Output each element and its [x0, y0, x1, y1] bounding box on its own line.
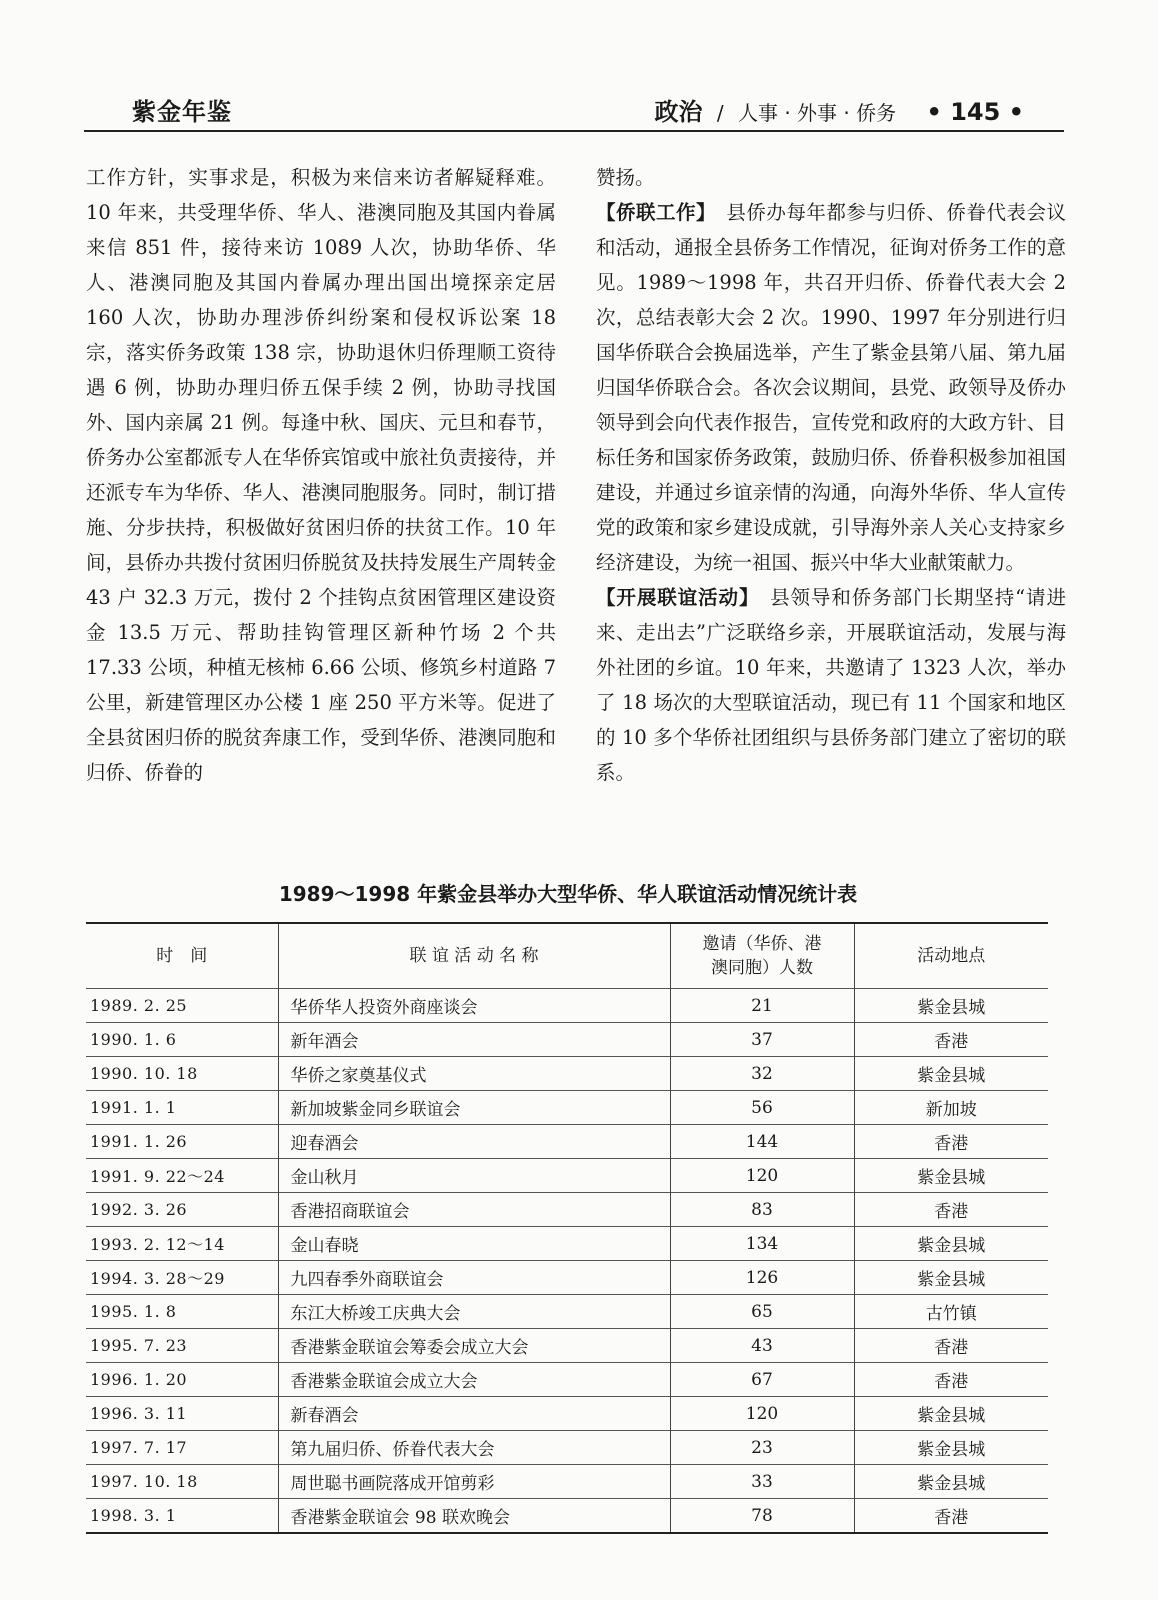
page-number: • 145 •	[926, 98, 1024, 126]
subsection-title: 人事 · 外事 · 侨务	[737, 101, 897, 125]
date-cell: 1991. 1. 26	[86, 1125, 278, 1159]
table-row	[86, 989, 1048, 1023]
location-cell: 紫金县城	[854, 1431, 1048, 1465]
invited-count-cell: 126	[670, 1261, 854, 1295]
activity-name-cell: 金山春晓	[278, 1227, 670, 1261]
date-cell: 1989. 2. 25	[86, 989, 278, 1023]
location-cell: 香港	[854, 1193, 1048, 1227]
book-title: 紫金年鉴	[132, 98, 232, 126]
right-column	[596, 160, 1066, 790]
table-row	[86, 1465, 1048, 1499]
table-row	[86, 1431, 1048, 1465]
invited-count-cell: 33	[670, 1465, 854, 1499]
activity-name-cell: 华侨华人投资外商座谈会	[278, 989, 670, 1023]
date-cell: 1990. 1. 6	[86, 1023, 278, 1057]
date-cell: 1996. 1. 20	[86, 1363, 278, 1397]
header-time: 时 间	[156, 946, 208, 966]
location-cell: 紫金县城	[854, 1057, 1048, 1091]
date-cell: 1993. 2. 12～14	[86, 1227, 278, 1261]
section-text: 县领导和侨务部门长期坚持“请进来、走出去”广泛联络乡亲，开展联谊活动，发展与海外社团的乡谊。10 年来，共邀请了 1323 人次，举办了 18 场次的大型联谊活动，现已有 11 个国家和地区的 10 多个华侨社团组织与县侨务部门建立了密切的联系。	[596, 586, 1066, 784]
location-cell: 紫金县城	[854, 1397, 1048, 1431]
table-row	[86, 1023, 1048, 1057]
table-row	[86, 1499, 1048, 1534]
section-heading: 【开展联谊活动】	[596, 586, 750, 609]
activity-name-cell: 新春酒会	[278, 1397, 670, 1431]
invited-count-cell: 78	[670, 1499, 854, 1534]
invited-count-cell: 120	[670, 1159, 854, 1193]
page-header	[84, 88, 1064, 132]
location-cell: 香港	[854, 1499, 1048, 1534]
location-cell: 古竹镇	[854, 1295, 1048, 1329]
date-cell: 1995. 7. 23	[86, 1329, 278, 1363]
table-row	[86, 1261, 1048, 1295]
invited-count-cell: 21	[670, 989, 854, 1023]
activity-name-cell: 香港紫金联谊会 98 联欢晚会	[278, 1499, 670, 1534]
activity-name-cell: 新加坡紫金同乡联谊会	[278, 1091, 670, 1125]
date-cell: 1997. 7. 17	[86, 1431, 278, 1465]
table-row	[86, 1329, 1048, 1363]
header-activity-name: 联 谊 活 动 名 称	[278, 923, 670, 989]
invited-count-cell: 67	[670, 1363, 854, 1397]
activity-name-cell: 香港紫金联谊会成立大会	[278, 1363, 670, 1397]
table-title: 1989～1998 年紫金县举办大型华侨、华人联谊活动情况统计表	[278, 882, 858, 906]
invited-count-cell: 56	[670, 1091, 854, 1125]
date-cell: 1996. 3. 11	[86, 1397, 278, 1431]
activity-name-cell: 周世聪书画院落成开馆剪彩	[278, 1465, 670, 1499]
invited-count-cell: 32	[670, 1057, 854, 1091]
section-title: 政治	[654, 98, 703, 126]
table-row	[86, 1057, 1048, 1091]
location-cell: 香港	[854, 1363, 1048, 1397]
invited-count-cell: 134	[670, 1227, 854, 1261]
invited-count-cell: 65	[670, 1295, 854, 1329]
continuation-text: 赞扬。	[596, 166, 655, 189]
activity-name-cell: 新年酒会	[278, 1023, 670, 1057]
location-cell: 新加坡	[854, 1091, 1048, 1125]
location-cell: 香港	[854, 1125, 1048, 1159]
table-row	[86, 1397, 1048, 1431]
activity-name-cell: 九四春季外商联谊会	[278, 1261, 670, 1295]
location-cell: 紫金县城	[854, 1227, 1048, 1261]
date-cell: 1997. 10. 18	[86, 1465, 278, 1499]
header-invited-count: 邀请（华侨、港 澳同胞）人数	[670, 923, 854, 989]
location-cell: 紫金县城	[854, 1159, 1048, 1193]
activity-name-cell: 第九届归侨、侨眷代表大会	[278, 1431, 670, 1465]
activity-name-cell: 东江大桥竣工庆典大会	[278, 1295, 670, 1329]
left-column	[86, 160, 556, 790]
table-header-row	[86, 923, 1048, 989]
date-cell: 1992. 3. 26	[86, 1193, 278, 1227]
running-head	[655, 92, 1024, 127]
table-row	[86, 1125, 1048, 1159]
activity-name-cell: 香港紫金联谊会筹委会成立大会	[278, 1329, 670, 1363]
invited-count-cell: 83	[670, 1193, 854, 1227]
section-text: 县侨办每年都参与归侨、侨眷代表会议和活动，通报全县侨务工作情况，征询对侨务工作的意见。1989～1998 年，共召开归侨、侨眷代表大会 2 次，总结表彰大会 2 次。1990、1997 年分别进行归国华侨联合会换届选举，产生了紫金县第八届、第九届归国华侨联合会。各次会议期间，县党、政领导及侨办领导到会向代表作报告，宣传党和政府的大政方针、目标任务和国家侨务政策，鼓励归侨、侨眷积极参加祖国建设，并通过乡谊亲情的沟通，向海外华侨、华人宣传党的政策和家乡建设成就，引导海外亲人关心支持家乡经济建设，为统一祖国、振兴中华大业献策献力。	[596, 201, 1066, 574]
table-row	[86, 1193, 1048, 1227]
date-cell: 1998. 3. 1	[86, 1499, 278, 1534]
date-cell: 1994. 3. 28～29	[86, 1261, 278, 1295]
date-cell: 1991. 9. 22～24	[86, 1159, 278, 1193]
table-row	[86, 1159, 1048, 1193]
location-cell: 紫金县城	[854, 1465, 1048, 1499]
date-cell: 1995. 1. 8	[86, 1295, 278, 1329]
header-location: 活动地点	[854, 923, 1048, 989]
table-row	[86, 1227, 1048, 1261]
table-row	[86, 1363, 1048, 1397]
table-row	[86, 1295, 1048, 1329]
body-paragraph: 工作方针，实事求是，积极为来信来访者解疑释难。10 年来，共受理华侨、华人、港澳同胞及其国内眷属来信 851 件，接待来访 1089 人次，协助华侨、华人、港澳同胞及其国内眷属办理出国出境探亲定居 160 人次，协助办理涉侨纠纷案和侵权诉讼案 18 宗，落实侨务政策 138 宗，协助退休归侨理顺工资待遇 6 例，协助办理归侨五保手续 2 例，协助寻找国外、国内亲属 21 例。每逢中秋、国庆、元旦和春节，侨务办公室都派专人在华侨宾馆或中旅社负责接待，并还派专车为华侨、华人、港澳同胞服务。同时，制订措施、分步扶持，积极做好贫困归侨的扶贫工作。10 年间，县侨办共拨付贫困归侨脱贫及扶持发展生产周转金 43 户 32.3 万元，拨付 2 个挂钩点贫困管理区建设资金 13.5 万元、帮助挂钩管理区新种竹场 2 个共 17.33 公顷，种植无核柿 6.66 公顷、修筑乡村道路 7 公里，新建管理区办公楼 1 座 250 平方米等。促进了全县贫困归侨的脱贫奔康工作，受到华侨、港澳同胞和归侨、侨眷的	[86, 166, 556, 784]
activities-table	[86, 922, 1048, 1534]
table-row	[86, 1091, 1048, 1125]
activity-name-cell: 迎春酒会	[278, 1125, 670, 1159]
date-cell: 1990. 10. 18	[86, 1057, 278, 1091]
location-cell: 紫金县城	[854, 989, 1048, 1023]
location-cell: 香港	[854, 1329, 1048, 1363]
activity-name-cell: 香港招商联谊会	[278, 1193, 670, 1227]
location-cell: 香港	[854, 1023, 1048, 1057]
separator: /	[716, 101, 724, 125]
invited-count-cell: 43	[670, 1329, 854, 1363]
overseas-federation-paragraph	[596, 195, 1066, 580]
location-cell: 紫金县城	[854, 1261, 1048, 1295]
invited-count-cell: 144	[670, 1125, 854, 1159]
activity-name-cell: 金山秋月	[278, 1159, 670, 1193]
friendship-activities-paragraph	[596, 580, 1066, 790]
section-heading: 【侨联工作】	[596, 201, 707, 224]
activity-name-cell: 华侨之家奠基仪式	[278, 1057, 670, 1091]
invited-count-cell: 23	[670, 1431, 854, 1465]
invited-count-cell: 120	[670, 1397, 854, 1431]
date-cell: 1991. 1. 1	[86, 1091, 278, 1125]
invited-count-cell: 37	[670, 1023, 854, 1057]
